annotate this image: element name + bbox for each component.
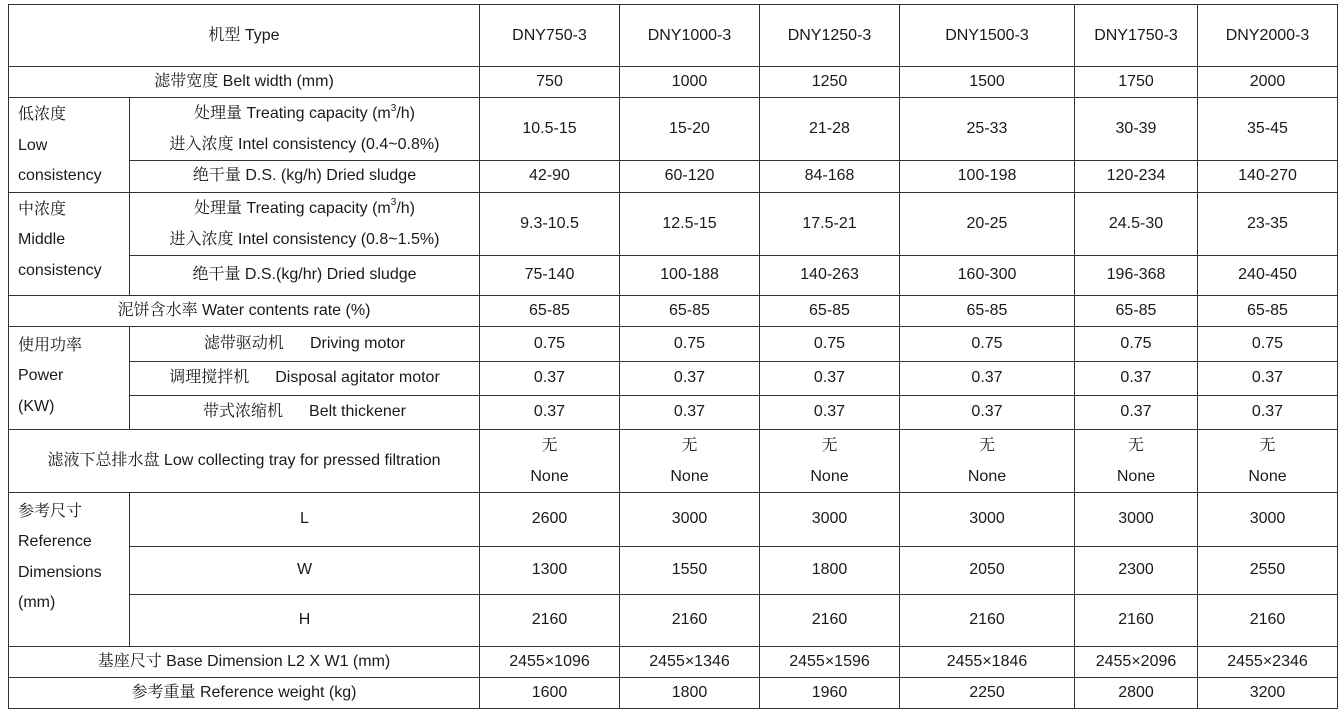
middle-ds-row xyxy=(9,255,1338,295)
tray-cn: 无 xyxy=(541,436,558,454)
group-line: (mm) xyxy=(18,594,56,611)
capacity-text: 处理量 Treating capacity (m xyxy=(193,105,391,123)
cell-value: 0.37 xyxy=(1198,395,1338,429)
cell-value: 9.3-10.5 xyxy=(480,192,620,255)
power-en-label: Driving motor xyxy=(309,334,406,352)
power-driving-row xyxy=(9,326,1338,361)
low-ds-row xyxy=(9,161,1338,192)
capacity-unit: /h) xyxy=(396,105,415,123)
tray-cell xyxy=(760,429,900,492)
cell-value: 0.37 xyxy=(900,361,1075,395)
superscript-3: 3 xyxy=(390,102,397,114)
cell-value: 2160 xyxy=(1198,594,1338,646)
group-line: Reference xyxy=(18,533,92,550)
power-agitator-row xyxy=(9,361,1338,395)
model-name: DNY1500-3 xyxy=(900,5,1075,67)
cell-value: 0.37 xyxy=(1198,361,1338,395)
cell-value: 1550 xyxy=(620,546,760,594)
cell-value: 1800 xyxy=(760,546,900,594)
cell-value: 0.37 xyxy=(480,361,620,395)
group-line: 使用功率 xyxy=(18,336,83,354)
cell-value: 196-368 xyxy=(1075,255,1198,295)
dims-group-label xyxy=(9,492,130,646)
middle-capacity-label xyxy=(130,192,480,255)
group-line: (KW) xyxy=(18,397,55,415)
cell-value: 60-120 xyxy=(620,161,760,192)
cell-value: 65-85 xyxy=(900,295,1075,326)
cell-value: 0.37 xyxy=(620,361,760,395)
power-cn-label: 调理搅拌机 xyxy=(169,369,250,386)
power-group-label xyxy=(9,326,130,429)
power-thickener-label xyxy=(130,395,480,429)
cell-value: 120-234 xyxy=(1075,161,1198,192)
dim-label: H xyxy=(130,594,480,646)
cell-value: 2455×1096 xyxy=(480,646,620,677)
low-capacity-label xyxy=(130,98,480,161)
capacity-unit: /h) xyxy=(396,199,415,217)
type-label: 机型 Type xyxy=(9,5,480,67)
low-consistency-group-label xyxy=(9,98,130,193)
tray-cn: 无 xyxy=(1259,436,1276,454)
cell-value: 2160 xyxy=(480,594,620,646)
cell-value: 2600 xyxy=(480,492,620,546)
cell-value: 0.37 xyxy=(760,361,900,395)
base-dimension-label: 基座尺寸 Base Dimension L2 X W1 (mm) xyxy=(9,646,480,677)
intel-consistency-text: 进入浓度 Intel consistency (0.4~0.8%) xyxy=(169,136,440,154)
tray-en: None xyxy=(967,467,1007,485)
tray-cell xyxy=(900,429,1075,492)
power-cn-label: 滤带驱动机 xyxy=(203,334,284,352)
model-name: DNY750-3 xyxy=(480,5,620,67)
cell-value: 20-25 xyxy=(900,192,1075,255)
cell-value: 0.75 xyxy=(620,326,760,361)
spec-table xyxy=(8,4,1338,709)
low-ds-label: 绝干量 D.S. (kg/h) Dried sludge xyxy=(130,161,480,192)
base-dimension-row xyxy=(9,646,1338,677)
cell-value: 21-28 xyxy=(760,98,900,161)
cell-value: 1800 xyxy=(620,677,760,708)
cell-value: 15-20 xyxy=(620,98,760,161)
belt-width-row xyxy=(9,67,1338,98)
tray-cell xyxy=(480,429,620,492)
cell-value: 2455×2346 xyxy=(1198,646,1338,677)
power-cn-label: 带式浓缩机 xyxy=(203,403,284,420)
group-line: Low xyxy=(18,136,48,154)
belt-width-label: 滤带宽度 Belt width (mm) xyxy=(9,67,480,98)
collecting-tray-row xyxy=(9,429,1338,492)
cell-value: 2455×2096 xyxy=(1075,646,1198,677)
cell-value: 2160 xyxy=(900,594,1075,646)
model-name: DNY2000-3 xyxy=(1198,5,1338,67)
cell-value: 1500 xyxy=(900,67,1075,98)
low-capacity-row xyxy=(9,98,1338,161)
cell-value: 0.37 xyxy=(620,395,760,429)
cell-value: 0.37 xyxy=(760,395,900,429)
cell-value: 2160 xyxy=(760,594,900,646)
header-row xyxy=(9,5,1338,67)
cell-value: 2455×1346 xyxy=(620,646,760,677)
cell-value: 1750 xyxy=(1075,67,1198,98)
tray-cn: 无 xyxy=(821,436,838,454)
capacity-text: 处理量 Treating capacity (m xyxy=(193,199,391,217)
cell-value: 3200 xyxy=(1198,677,1338,708)
model-name: DNY1750-3 xyxy=(1075,5,1198,67)
power-en-label: Disposal agitator motor xyxy=(275,369,440,386)
group-line: 中浓度 xyxy=(18,200,67,218)
group-line: 参考尺寸 xyxy=(18,502,83,520)
cell-value: 2455×1596 xyxy=(760,646,900,677)
power-driving-label xyxy=(130,326,480,361)
cell-value: 240-450 xyxy=(1198,255,1338,295)
cell-value: 160-300 xyxy=(900,255,1075,295)
intel-consistency-text: 进入浓度 Intel consistency (0.8~1.5%) xyxy=(169,230,440,248)
cell-value: 0.37 xyxy=(1075,361,1198,395)
group-line: Middle xyxy=(18,231,66,248)
cell-value: 2800 xyxy=(1075,677,1198,708)
power-en-label: Belt thickener xyxy=(309,403,406,420)
cell-value: 0.75 xyxy=(480,326,620,361)
cell-value: 2000 xyxy=(1198,67,1338,98)
cell-value: 24.5-30 xyxy=(1075,192,1198,255)
cell-value: 3000 xyxy=(620,492,760,546)
cell-value: 25-33 xyxy=(900,98,1075,161)
group-line: 低浓度 xyxy=(18,106,67,123)
cell-value: 140-263 xyxy=(760,255,900,295)
cell-value: 2050 xyxy=(900,546,1075,594)
cell-value: 42-90 xyxy=(480,161,620,192)
tray-cn: 无 xyxy=(1127,436,1144,454)
cell-value: 3000 xyxy=(900,492,1075,546)
dims-l-row xyxy=(9,492,1338,546)
dim-label: W xyxy=(130,546,480,594)
cell-value: 1000 xyxy=(620,67,760,98)
cell-value: 2160 xyxy=(620,594,760,646)
cell-value: 3000 xyxy=(1075,492,1198,546)
cell-value: 65-85 xyxy=(480,295,620,326)
cell-value: 1960 xyxy=(760,677,900,708)
model-name: DNY1250-3 xyxy=(760,5,900,67)
cell-value: 23-35 xyxy=(1198,192,1338,255)
tray-cell xyxy=(1075,429,1198,492)
tray-cn: 无 xyxy=(681,436,698,454)
water-contents-row xyxy=(9,295,1338,326)
cell-value: 17.5-21 xyxy=(760,192,900,255)
reference-weight-label: 参考重量 Reference weight (kg) xyxy=(9,677,480,708)
cell-value: 65-85 xyxy=(1198,295,1338,326)
cell-value: 2455×1846 xyxy=(900,646,1075,677)
tray-en: None xyxy=(1248,467,1287,485)
model-name: DNY1000-3 xyxy=(620,5,760,67)
cell-value: 0.37 xyxy=(900,395,1075,429)
cell-value: 750 xyxy=(480,67,620,98)
cell-value: 0.37 xyxy=(480,395,620,429)
group-line: Power xyxy=(18,367,64,384)
reference-weight-row xyxy=(9,677,1338,708)
cell-value: 1300 xyxy=(480,546,620,594)
cell-value: 100-188 xyxy=(620,255,760,295)
cell-value: 3000 xyxy=(760,492,900,546)
cell-value: 10.5-15 xyxy=(480,98,620,161)
cell-value: 1600 xyxy=(480,677,620,708)
group-line: consistency xyxy=(18,167,102,184)
tray-cn: 无 xyxy=(978,436,995,454)
cell-value: 65-85 xyxy=(760,295,900,326)
power-thickener-row xyxy=(9,395,1338,429)
cell-value: 2160 xyxy=(1075,594,1198,646)
cell-value: 0.75 xyxy=(1198,326,1338,361)
collecting-tray-label: 滤液下总排水盘 Low collecting tray for pressed filtration xyxy=(9,429,480,492)
power-agitator-label xyxy=(130,361,480,395)
tray-en: None xyxy=(530,467,569,485)
group-line: consistency xyxy=(18,261,102,279)
cell-value: 0.37 xyxy=(1075,395,1198,429)
cell-value: 2550 xyxy=(1198,546,1338,594)
middle-capacity-row xyxy=(9,192,1338,255)
cell-value: 140-270 xyxy=(1198,161,1338,192)
group-line: Dimensions xyxy=(18,563,102,581)
superscript-3: 3 xyxy=(390,197,397,209)
cell-value: 0.75 xyxy=(760,326,900,361)
cell-value: 0.75 xyxy=(900,326,1075,361)
cell-value: 12.5-15 xyxy=(620,192,760,255)
cell-value: 35-45 xyxy=(1198,98,1338,161)
middle-ds-label: 绝干量 D.S.(kg/hr) Dried sludge xyxy=(130,255,480,295)
dim-label: L xyxy=(130,492,480,546)
cell-value: 2300 xyxy=(1075,546,1198,594)
cell-value: 0.75 xyxy=(1075,326,1198,361)
dims-w-row xyxy=(9,546,1338,594)
tray-en: None xyxy=(1116,467,1156,485)
water-contents-label: 泥饼含水率 Water contents rate (%) xyxy=(9,295,480,326)
tray-cell xyxy=(620,429,760,492)
cell-value: 65-85 xyxy=(620,295,760,326)
tray-en: None xyxy=(670,467,709,485)
dims-h-row xyxy=(9,594,1338,646)
cell-value: 1250 xyxy=(760,67,900,98)
cell-value: 100-198 xyxy=(900,161,1075,192)
cell-value: 30-39 xyxy=(1075,98,1198,161)
cell-value: 75-140 xyxy=(480,255,620,295)
middle-consistency-group-label xyxy=(9,192,130,295)
cell-value: 65-85 xyxy=(1075,295,1198,326)
tray-en: None xyxy=(810,467,849,485)
cell-value: 2250 xyxy=(900,677,1075,708)
cell-value: 84-168 xyxy=(760,161,900,192)
tray-cell xyxy=(1198,429,1338,492)
cell-value: 3000 xyxy=(1198,492,1338,546)
